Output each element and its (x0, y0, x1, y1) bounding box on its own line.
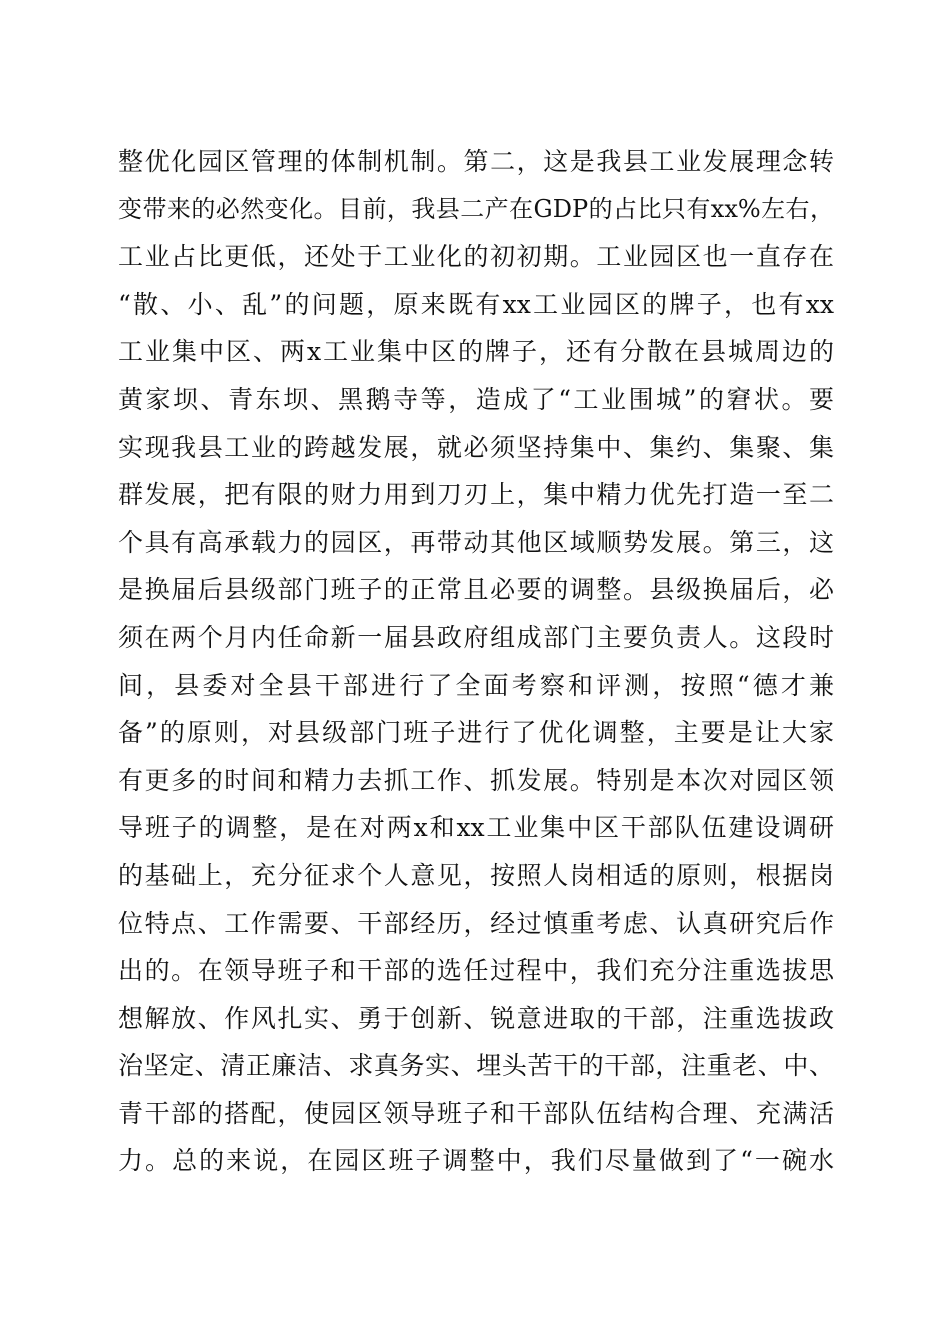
text-line: 变带来的必然变化。目前，我县二产在GDP的占比只有xx%左右， (118, 194, 834, 223)
text-line: 工业集中区、两x工业集中区的牌子，还有分散在县城周边的 (118, 337, 834, 367)
text-line: 须在两个月内任命新一届县政府组成部门主要负责人。这段时 (118, 622, 834, 652)
text-line: 治坚定、清正廉洁、求真务实、埋头苦干的干部，注重老、中、 (118, 1051, 834, 1081)
text-line: 力。总的来说，在园区班子调整中，我们尽量做到了“一碗水 (118, 1146, 834, 1176)
text-line: 有更多的时间和精力去抓工作、抓发展。特别是本次对园区领 (118, 765, 834, 795)
text-line: “散、小、乱”的问题，原来既有xx工业园区的牌子，也有xx (118, 289, 834, 319)
text-line: 想解放、作风扎实、勇于创新、锐意进取的干部，注重选拔政 (118, 1003, 834, 1033)
text-line: 青干部的搭配，使园区领导班子和干部队伍结构合理、充满活 (118, 1098, 834, 1128)
text-line: 出的。在领导班子和干部的选任过程中，我们充分注重选拔思 (118, 956, 834, 986)
text-line: 黄家坝、青东坝、黑鹅寺等，造成了“工业围城”的窘状。要 (118, 384, 834, 414)
text-line: 导班子的调整，是在对两x和xx工业集中区干部队伍建设调研 (118, 813, 834, 843)
text-line: 整优化园区管理的体制机制。第二，这是我县工业发展理念转 (118, 147, 834, 176)
text-line: 间，县委对全县干部进行了全面考察和评测，按照“德才兼 (118, 670, 834, 700)
text-line: 个具有高承载力的园区，再带动其他区域顺势发展。第三，这 (118, 527, 834, 557)
text-line: 的基础上，充分征求个人意见，按照人岗相适的原则，根据岗 (118, 860, 834, 890)
text-line: 工业占比更低，还处于工业化的初初期。工业园区也一直存在 (118, 242, 834, 272)
text-line: 备”的原则，对县级部门班子进行了优化调整，主要是让大家 (118, 718, 834, 748)
text-line: 位特点、工作需要、干部经历，经过慎重考虑、认真研究后作 (118, 908, 834, 938)
text-line: 实现我县工业的跨越发展，就必须坚持集中、集约、集聚、集 (118, 432, 834, 462)
text-line: 群发展，把有限的财力用到刀刃上，集中精力优先打造一至二 (118, 480, 834, 510)
text-line: 是换届后县级部门班子的正常且必要的调整。县级换届后，必 (118, 575, 834, 605)
body-text (118, 138, 834, 1185)
